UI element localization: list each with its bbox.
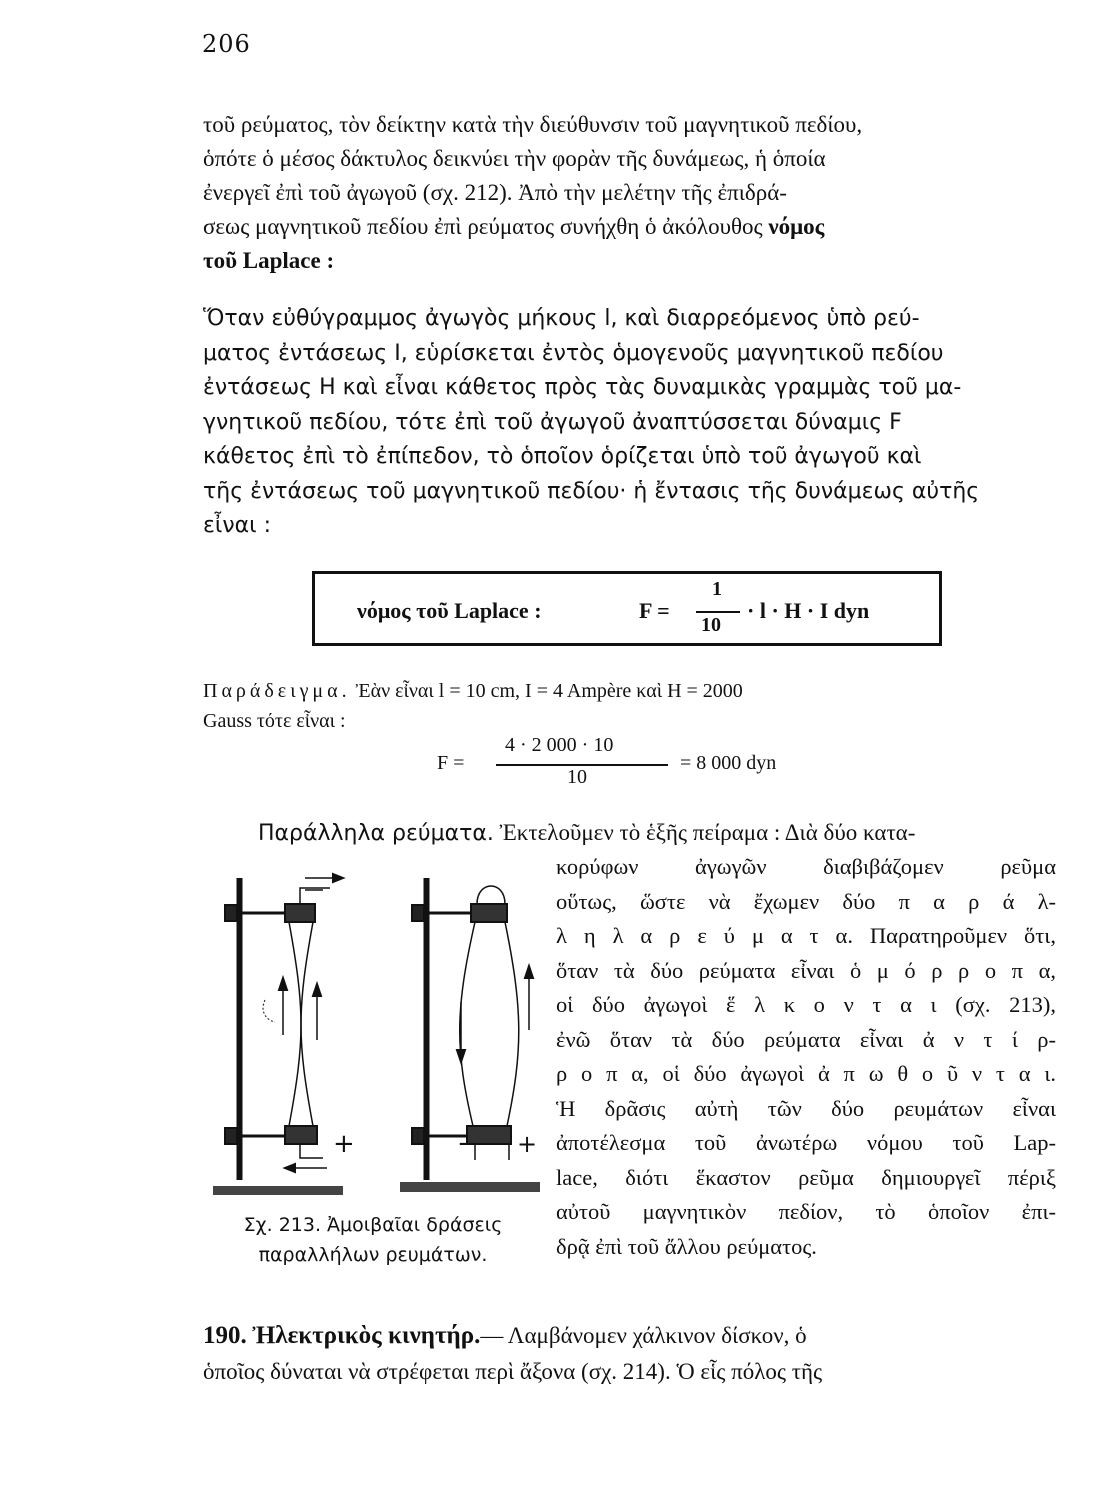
text-line — [203, 676, 1053, 706]
text-line: ἐνῶ ὅταν τὰ δύο ρεύματα εἶναι ἀ ν τ ί ρ- — [556, 1026, 1056, 1052]
text-line: ἐνεργεῖ ἐπὶ τοῦ ἀγωγοῦ (σχ. 212). Ἀπὸ τὴν μελέτην τῆς ἐπιδρά- — [203, 180, 787, 205]
paragraph-intro — [203, 108, 1051, 278]
text-line: τῆς ἐντάσεως τοῦ μαγνητικοῦ πεδίου· ἡ ἔντασις τῆς δυνάμεως αὐτῆς — [203, 478, 980, 504]
law-label: νόμος τοῦ Laplace : — [357, 598, 542, 623]
fraction-bar — [696, 611, 740, 613]
text-fragment: — Λαμβάνομεν χάλκινον δίσκον, ὁ — [480, 1323, 807, 1348]
law-rhs: · l · H · I dyn — [747, 598, 870, 623]
text-fragment: Ἐὰν εἶναι l = 10 cm, I = 4 Ampère καὶ H = 2000 — [350, 680, 743, 702]
text-line — [203, 210, 1051, 244]
apparatus-attracting — [213, 874, 343, 1195]
text-fragment: Ἐκτελοῦμεν τὸ ἑξῆς πείραμα : Διὰ δύο κατα- — [493, 820, 916, 845]
equation-rhs: = 8 000 dyn — [680, 752, 777, 774]
example-word: Παράδειγμα. — [203, 680, 351, 702]
equation-numerator: 4 · 2 000 · 10 — [505, 734, 614, 756]
laplace-law-box — [312, 571, 942, 646]
text-line: δρᾷ ἐπὶ τοῦ ἄλλου ρεύματος. — [556, 1233, 817, 1259]
plus-sign: + — [333, 1129, 355, 1159]
text-line: Ὅταν εὐθύγραμμος ἀγωγὸς μήκους l, καὶ διαρρεόμενος ὑπὸ ρεύ- — [203, 306, 920, 331]
equation-denominator: 10 — [567, 766, 587, 788]
text-line: ἐντάσεως H καὶ εἶναι κάθετος πρὸς τὰς δυναμικὰς γραμμὰς τοῦ μα- — [203, 375, 962, 400]
page-number: 206 — [202, 30, 251, 58]
text-line: τοῦ ρεύματος, τὸν δείκτην κατὰ τὴν διεύθυνσιν τοῦ μαγνητικοῦ πεδίου, — [203, 112, 863, 137]
text-line: ὁπότε ὁ μέσος δάκτυλος δεικνύει τὴν φορὰν τῆς δυνάμεως, ἡ ὁποία — [203, 146, 826, 171]
text-line — [203, 244, 1051, 278]
minus-sign: − — [457, 1129, 479, 1159]
text-line: ματος ἐντάσεως I, εὑρίσκεται ἐντὸς ὁμογενοῦς μαγνητικοῦ πεδίου — [203, 340, 944, 366]
law-term: τοῦ Laplace — [203, 248, 321, 273]
parallel-currents-text — [556, 850, 1056, 1264]
law-lhs: F = — [639, 598, 670, 623]
text-line: λ η λ α ρ ε ύ μ α τ α. Παρατηροῦμεν ὅτι, — [556, 923, 1056, 948]
text-line: οἱ δύο ἀγωγοὶ ἕ λ κ ο ν τ α ι (σχ. 213), — [556, 992, 1056, 1017]
equation-lhs: F = — [437, 752, 465, 774]
caption-line: Σχ. 213. Ἀμοιβαῖαι δράσεις — [243, 1214, 503, 1236]
figure-caption — [203, 1210, 543, 1270]
text-line: αὐτοῦ μαγνητικὸν πεδίον, τὸ ὁποῖον ἐπι- — [556, 1199, 1056, 1224]
colon: : — [320, 248, 335, 273]
text-line: ὁποῖος δύναται νὰ στρέφεται περὶ ἄξονα (σχ. 214). Ὁ εἷς πόλος τῆς — [203, 1359, 823, 1384]
paragraph-law-statement — [203, 302, 1051, 544]
text-line: γνητικοῦ πεδίου, τότε ἐπὶ τοῦ ἀγωγοῦ ἀναπτύσσεται δύναμις F — [203, 409, 902, 435]
law-term: νόμος — [768, 214, 825, 239]
fraction-numerator: 1 — [712, 578, 722, 600]
text-line: εἶναι : — [203, 513, 271, 538]
text-line: Ἡ δρᾶσις αὐτὴ τῶν δύο ρευμάτων εἶναι — [556, 1095, 1056, 1121]
figure-parallel-currents — [205, 860, 545, 1205]
fraction-denominator: 10 — [701, 614, 721, 636]
text-line: Gauss τότε εἶναι : — [203, 710, 346, 732]
text-line: κάθετος ἐπὶ τὸ ἐπίπεδον, τὸ ὁποῖον ὁρίζεται ὑπὸ τοῦ ἀγωγοῦ καὶ — [203, 444, 922, 469]
text-line: lace, διότι ἕκαστον ρεῦμα δημιουργεῖ πέριξ — [556, 1164, 1056, 1190]
section-190 — [203, 1318, 1053, 1390]
text-fragment: σεως μαγνητικοῦ πεδίου ἐπὶ ρεύματος συνήχθη ὁ ἀκόλουθος — [203, 214, 769, 239]
text-line: οὕτως, ὥστε νὰ ἔχωμεν δύο π α ρ ά λ- — [556, 888, 1056, 914]
section-title: Ἠλεκτρικὸς κινητήρ. — [252, 1322, 481, 1349]
section-number: 190. — [203, 1322, 247, 1349]
section-heading-line — [203, 1318, 1053, 1354]
parallel-currents-heading-line — [258, 816, 1058, 851]
example-paragraph — [203, 676, 1053, 736]
caption-line: παραλλήλων ρευμάτων. — [258, 1244, 488, 1266]
plus-sign: + — [517, 1130, 538, 1158]
text-line: κορύφων ἀγωγῶν διαβιβάζομεν ρεῦμα — [556, 854, 1056, 879]
text-line: ρ ο π α, οἱ δύο ἀγωγοὶ ἀ π ω θ ο ῦ ν τ α ι. — [556, 1061, 1056, 1086]
text-line: ὅταν τὰ δύο ρεύματα εἶναι ὁ μ ό ρ ρ ο π α, — [556, 957, 1056, 983]
parallel-currents-title: Παράλληλα ρεύματα. — [258, 821, 494, 846]
text-line: ἀποτέλεσμα τοῦ ἀνωτέρω νόμου τοῦ Lap- — [556, 1130, 1056, 1155]
